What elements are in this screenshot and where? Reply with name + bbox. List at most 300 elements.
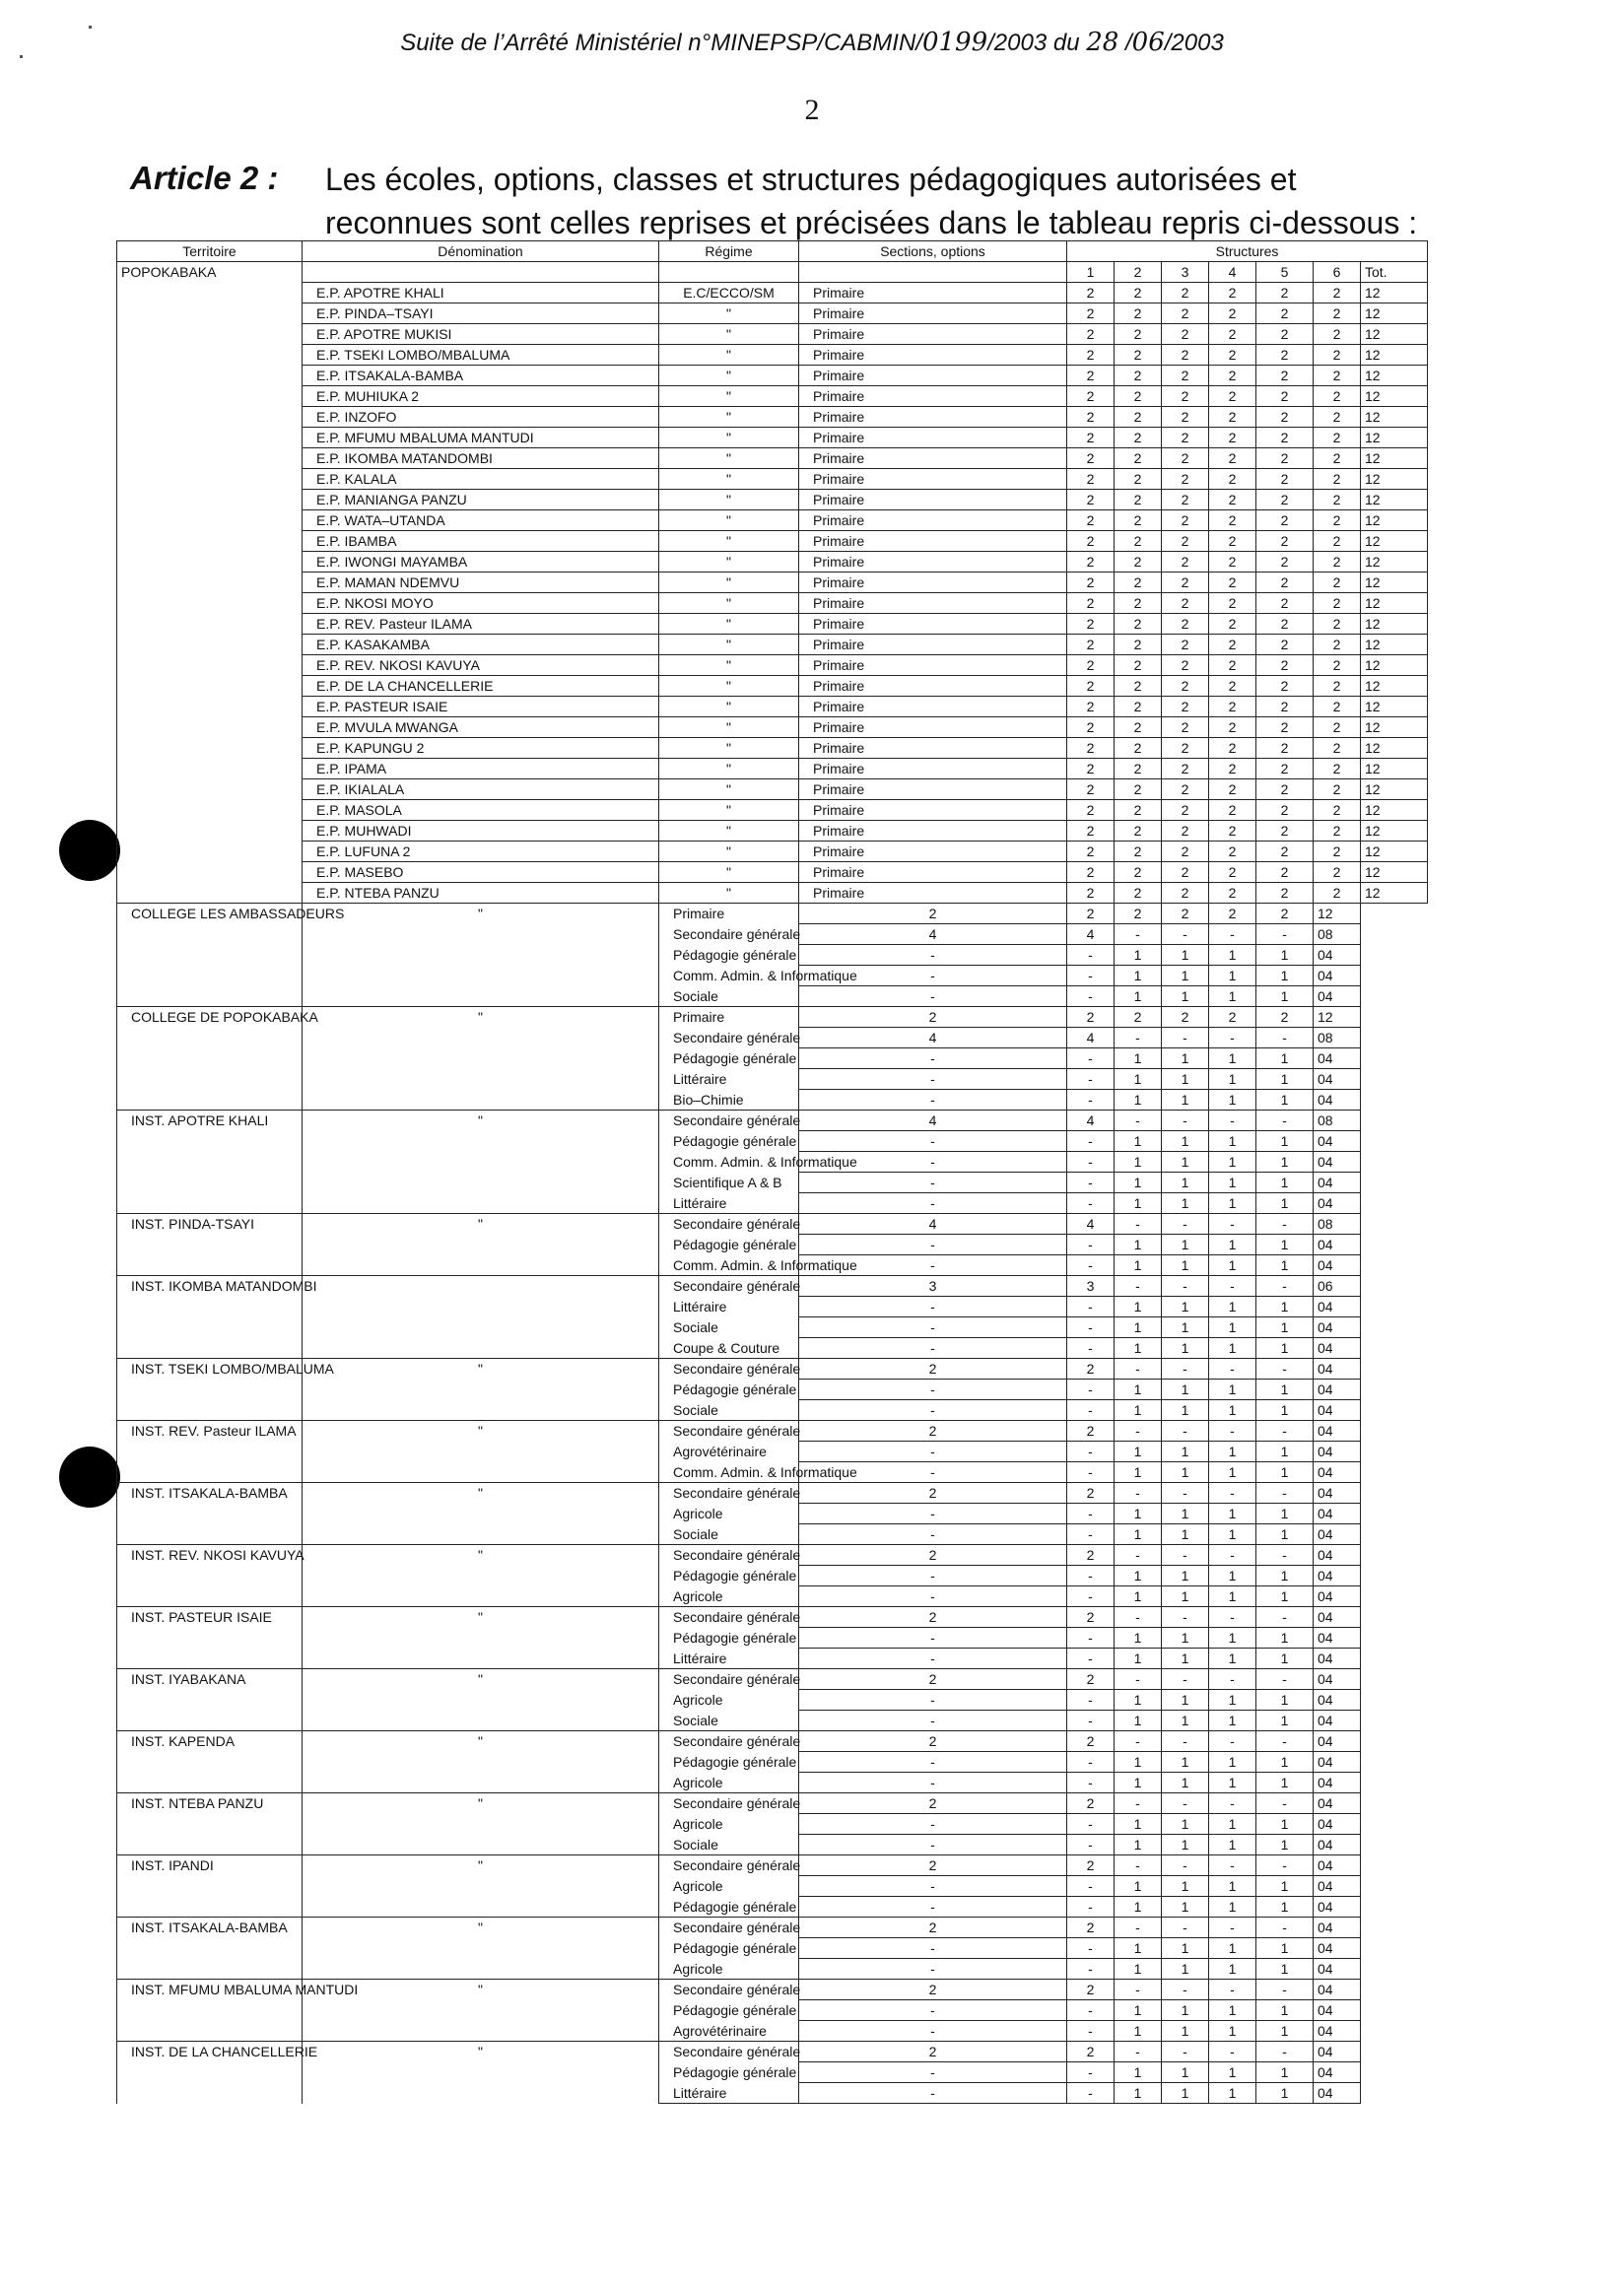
regime-value: " [659,635,799,655]
structure-value: 1 [1115,1690,1162,1711]
structure-value: 2 [1067,1793,1115,1814]
section-value: Primaire [799,593,1067,614]
structure-value: 2 [1256,635,1314,655]
structure-value: 2 [1162,407,1209,428]
structure-value: 1 [1256,1380,1314,1400]
structure-value: 04 [1314,1442,1361,1462]
section-value: Agricole [659,1586,799,1607]
structure-value: - [1067,2000,1115,2021]
regime-value [303,1276,659,1359]
structure-value: 2 [1256,428,1314,448]
document-header [0,28,1624,57]
structure-value: - [1162,924,1209,945]
structure-value: - [799,1193,1067,1214]
regime-value: " [659,842,799,862]
structure-value: 04 [1314,1524,1361,1545]
structure-value: 1 [1115,1173,1162,1193]
structure-value: 1 [1115,1773,1162,1793]
structure-value: 2 [1067,407,1115,428]
structure-value: 1 [1209,1752,1256,1773]
structure-value: 2 [1314,842,1361,862]
structure-value: 1 [1209,2083,1256,2104]
structure-value: 2 [1209,800,1256,821]
structure-value: 2 [1162,821,1209,842]
structure-value: 1 [1256,1400,1314,1421]
structure-value: 2 [1256,469,1314,490]
structure-value: 2 [799,1607,1067,1628]
structure-value: 4 [799,924,1067,945]
structure-value: 12 [1314,1007,1361,1028]
structure-value: 2 [1209,883,1256,904]
structure-value: - [1067,1193,1115,1214]
structure-value: - [1209,1918,1256,1938]
section-value: Pédagogie générale [659,1897,799,1918]
structure-value: 1 [1209,1235,1256,1255]
structure-value: 04 [1314,1711,1361,1731]
structure-value: 1 [1256,1317,1314,1338]
section-value: Primaire [799,862,1067,883]
school-name: E.P. KALALA [303,469,659,490]
structure-value: 12 [1361,635,1428,655]
structure-value: - [1162,1793,1209,1814]
structure-value: - [1162,1545,1209,1566]
table-row [117,345,1428,366]
structure-value: 1 [1209,1131,1256,1152]
table-row [117,759,1428,779]
structure-value: 1 [1162,1462,1209,1483]
structure-value: 04 [1314,966,1361,986]
structure-value: - [799,1131,1067,1152]
section-value: Secondaire générale [659,924,799,945]
structure-value: 2 [1115,428,1162,448]
regime-value: " [303,1855,659,1918]
structure-value: 04 [1314,1048,1361,1069]
structure-value: 2 [1162,842,1209,862]
school-name: INST. MFUMU MBALUMA MANTUDI [117,1980,303,2042]
structure-value: 2 [1067,552,1115,573]
structure-value: 1 [1162,1048,1209,1069]
section-value: Littéraire [659,1069,799,1090]
structure-value: 04 [1314,1193,1361,1214]
punch-hole [59,1447,120,1508]
structure-value: 2 [1067,862,1115,883]
school-name: INST. IPANDI [117,1855,303,1918]
table-row [117,1669,1428,1690]
school-name: E.P. ITSAKALA-BAMBA [303,366,659,386]
structure-value: - [1115,1276,1162,1297]
structure-value: 1 [1115,1400,1162,1421]
structure-value: 2 [1115,386,1162,407]
structure-value: 1 [1256,1131,1314,1152]
structure-value: - [1067,1504,1115,1524]
section-value: Secondaire générale [659,1793,799,1814]
structure-value: 04 [1314,1317,1361,1338]
structure-column-label: 5 [1256,262,1314,283]
structure-value: - [1067,1338,1115,1359]
structure-value: 1 [1115,1131,1162,1152]
structure-value: - [1162,1276,1209,1297]
structure-value: - [799,986,1067,1007]
table-row [117,448,1428,469]
structure-value: 2 [1115,324,1162,345]
structure-value: 2 [799,1793,1067,1814]
structure-value: 12 [1361,490,1428,510]
structure-value: 4 [1067,1028,1115,1048]
school-group [117,1918,1428,1980]
structure-value: - [799,1048,1067,1069]
section-value: Primaire [799,448,1067,469]
structure-value: - [1209,1359,1256,1380]
section-value: Primaire [799,407,1067,428]
structure-value: 12 [1361,676,1428,697]
structure-value: 2 [1314,407,1361,428]
section-value: Comm. Admin. & Informatique [659,1255,799,1276]
regime-value: " [303,1421,659,1483]
structure-value: 1 [1209,1048,1256,1069]
structure-value: 2 [1115,531,1162,552]
structure-column-label: 6 [1314,262,1361,283]
structure-value: 1 [1115,1959,1162,1980]
structure-value: 2 [799,1007,1067,1028]
structure-value: 1 [1256,1566,1314,1586]
structure-value: 2 [1256,779,1314,800]
structure-value: 1 [1209,1586,1256,1607]
structure-value: - [1067,1814,1115,1835]
structure-value: 2 [1256,386,1314,407]
structure-value: 2 [1115,697,1162,717]
section-value: Sociale [659,1317,799,1338]
structure-value: 1 [1162,1586,1209,1607]
structure-value: - [1162,1669,1209,1690]
structure-value: 1 [1162,2021,1209,2042]
structure-value: 04 [1314,1731,1361,1752]
structure-value: 2 [1162,1007,1209,1028]
school-name: INST. IYABAKANA [117,1669,303,1731]
structure-value: 2 [1115,614,1162,635]
structure-value: 2 [1115,862,1162,883]
structure-value: 2 [1209,552,1256,573]
school-name: INST. IKOMBA MATANDOMBI [117,1276,303,1359]
school-name: E.P. MAMAN NDEMVU [303,573,659,593]
regime-value: " [659,800,799,821]
section-value: Secondaire générale [659,1980,799,2000]
structure-value: 1 [1256,1442,1314,1462]
structure-value: 2 [799,1918,1067,1938]
structure-value: 2 [1314,862,1361,883]
structure-value: - [1067,1152,1115,1173]
section-value: Agricole [659,1773,799,1793]
school-name: INST. DE LA CHANCELLERIE [117,2042,303,2104]
structure-value: 2 [1209,717,1256,738]
school-name: E.P. MUHIUKA 2 [303,386,659,407]
structure-value: - [1162,1111,1209,1131]
structure-value: 04 [1314,2042,1361,2062]
structure-value: - [1067,1524,1115,1545]
table-row [117,386,1428,407]
structure-value: 2 [1209,593,1256,614]
structure-value: 1 [1162,1235,1209,1255]
section-value: Sociale [659,1711,799,1731]
structure-value: 1 [1209,1876,1256,1897]
school-name: E.P. TSEKI LOMBO/MBALUMA [303,345,659,366]
structure-value: 2 [1115,842,1162,862]
structure-value: 04 [1314,1338,1361,1359]
handwritten-day: 28 [1086,28,1119,57]
structure-value: 2 [1162,490,1209,510]
structure-value: 04 [1314,1545,1361,1566]
table-row [117,779,1428,800]
structure-value: 1 [1256,2083,1314,2104]
section-value: Primaire [799,324,1067,345]
structure-value: 2 [1209,1007,1256,1028]
school-name: E.P. REV. Pasteur ILAMA [303,614,659,635]
structure-value: - [1115,1111,1162,1131]
regime-value: " [659,324,799,345]
section-value: Primaire [799,779,1067,800]
regime-value: " [659,779,799,800]
structure-value: 2 [1067,800,1115,821]
structure-value: 1 [1162,1380,1209,1400]
structure-value: 2 [1067,883,1115,904]
structure-value: 1 [1115,1524,1162,1545]
structure-value: 2 [1209,510,1256,531]
section-value: Pédagogie générale [659,1628,799,1649]
structure-value: 2 [1256,573,1314,593]
section-value: Pédagogie générale [659,1752,799,1773]
structure-value: 2 [1314,779,1361,800]
structure-value: 2 [1162,303,1209,324]
structure-value: - [1256,1421,1314,1442]
structure-column-label: 3 [1162,262,1209,283]
structure-value: 1 [1162,1338,1209,1359]
structure-value: - [1115,1483,1162,1504]
structure-value: - [799,1814,1067,1835]
structure-value: 1 [1209,1897,1256,1918]
structure-value: 2 [1115,904,1162,924]
structure-value: - [1067,1235,1115,1255]
structure-value: 1 [1209,1628,1256,1649]
school-group [117,1793,1428,1855]
regime-value: " [659,407,799,428]
structure-value: 1 [1162,986,1209,1007]
section-value: Secondaire générale [659,1483,799,1504]
structure-value: 1 [1256,1586,1314,1607]
structure-value: 2 [1067,759,1115,779]
structure-value: - [1256,1483,1314,1504]
structure-value: - [1067,1649,1115,1669]
section-value: Bio–Chimie [659,1090,799,1111]
structure-value: 2 [1067,531,1115,552]
structure-value: 2 [1067,842,1115,862]
school-name: INST. ITSAKALA-BAMBA [117,1918,303,1980]
structure-value: 1 [1115,1152,1162,1173]
table-row [117,303,1428,324]
structure-value: 2 [1067,1483,1115,1504]
table-row [117,573,1428,593]
section-value: Primaire [799,510,1067,531]
structure-value: 1 [1209,1255,1256,1276]
structure-value: 2 [1314,614,1361,635]
structure-value: 1 [1115,1297,1162,1317]
structure-value: 2 [1067,1980,1115,2000]
structure-value: 1 [1256,1938,1314,1959]
regime-value: " [659,552,799,573]
structure-value: 2 [1115,283,1162,303]
structure-value: 04 [1314,1752,1361,1773]
structure-value: 2 [1162,779,1209,800]
section-value: Comm. Admin. & Informatique [659,966,799,986]
structure-value: 1 [1115,1876,1162,1897]
regime-value: " [659,469,799,490]
structure-value: 1 [1209,1711,1256,1731]
structure-value: 1 [1162,1173,1209,1193]
structure-value: 04 [1314,1835,1361,1855]
structure-value: - [1162,1421,1209,1442]
structure-value: - [1067,1255,1115,1276]
structure-value: 2 [1209,655,1256,676]
structure-value: 2 [1314,759,1361,779]
school-name: INST. PASTEUR ISAIE [117,1607,303,1669]
structure-value: 2 [1162,800,1209,821]
section-value: Secondaire générale [659,1111,799,1131]
structure-value: 1 [1209,1090,1256,1111]
structure-value: - [1162,1028,1209,1048]
school-group [117,1545,1428,1607]
structure-value: 2 [1162,635,1209,655]
structure-value: 4 [1067,1214,1115,1235]
structure-value: 2 [1314,738,1361,759]
structure-value: 12 [1361,842,1428,862]
table-row [117,531,1428,552]
structure-value: - [1256,1918,1314,1938]
structure-value: 1 [1256,1090,1314,1111]
structure-value: - [1067,1959,1115,1980]
structure-value: 12 [1361,821,1428,842]
structure-value: 2 [799,1421,1067,1442]
structure-value: - [1067,1711,1115,1731]
school-name: INST. PINDA-TSAYI [117,1214,303,1276]
school-name: E.P. IWONGI MAYAMBA [303,552,659,573]
section-value: Secondaire générale [659,1214,799,1235]
regime-value: " [659,428,799,448]
structure-value: 04 [1314,2062,1361,2083]
table-row [117,552,1428,573]
table-row [117,862,1428,883]
structure-value: 04 [1314,1400,1361,1421]
structure-value: 2 [1209,303,1256,324]
structure-value: - [1067,1317,1115,1338]
structure-value: - [1256,1731,1314,1752]
structure-value: 04 [1314,1628,1361,1649]
structure-value: 04 [1314,1855,1361,1876]
structure-value: 2 [799,1545,1067,1566]
structure-value: 2 [1067,510,1115,531]
section-value: Primaire [799,697,1067,717]
structure-value: 04 [1314,1090,1361,1111]
structure-value: 12 [1361,283,1428,303]
structure-value: - [1067,2062,1115,2083]
structure-value: 1 [1256,1524,1314,1545]
structure-value: 1 [1256,1069,1314,1090]
structure-value: 2 [1256,717,1314,738]
structure-value: 1 [1115,1504,1162,1524]
structure-value: - [1209,1607,1256,1628]
school-name: INST. ITSAKALA-BAMBA [117,1483,303,1545]
structure-value: 1 [1162,945,1209,966]
structure-value: - [1162,1980,1209,2000]
structure-value: 1 [1209,1462,1256,1483]
structure-value: 12 [1361,697,1428,717]
structure-value: - [1209,2042,1256,2062]
structure-value: 2 [1115,366,1162,386]
structure-value: 2 [1067,283,1115,303]
structure-value: - [1067,986,1115,1007]
school-group [117,1669,1428,1731]
structure-value: - [1209,1855,1256,1876]
structure-value: 1 [1209,1690,1256,1711]
structure-value: 1 [1162,1193,1209,1214]
structure-value: - [799,945,1067,966]
structure-value: 1 [1256,986,1314,1007]
structure-value: 04 [1314,1235,1361,1255]
structure-value: - [1067,1380,1115,1400]
structure-value: 1 [1115,1193,1162,1214]
structure-value: 04 [1314,1359,1361,1380]
structure-value: 1 [1162,1400,1209,1421]
regime-value: " [303,1607,659,1669]
section-value: Sociale [659,1835,799,1855]
school-name: E.P. MASEBO [303,862,659,883]
structure-value: - [1067,1090,1115,1111]
table-row [117,655,1428,676]
structure-value: 1 [1115,1897,1162,1918]
structure-value: - [1209,1421,1256,1442]
structure-value: 1 [1209,1297,1256,1317]
structure-value: - [799,1690,1067,1711]
structure-value: 2 [1115,655,1162,676]
structure-value: 1 [1209,1338,1256,1359]
structure-value: 4 [799,1214,1067,1235]
school-name: E.P. INZOFO [303,407,659,428]
school-name: E.P. IPAMA [303,759,659,779]
regime-value: " [303,1545,659,1607]
structure-value: - [1115,1918,1162,1938]
structure-value: 2 [1314,635,1361,655]
structure-value: - [1256,1980,1314,2000]
section-value: Pédagogie générale [659,945,799,966]
structure-value: 4 [1067,924,1115,945]
structure-value: 2 [1209,635,1256,655]
structure-value: 2 [1067,655,1115,676]
section-value: Sociale [659,986,799,1007]
school-name: COLLEGE DE POPOKABAKA [117,1007,303,1111]
regime-value: " [659,655,799,676]
structure-value: 1 [1115,1380,1162,1400]
structure-value: - [1115,1855,1162,1876]
structure-value: 2 [1067,448,1115,469]
structure-value: 04 [1314,1255,1361,1276]
structure-value: 12 [1361,469,1428,490]
structure-value: - [1162,1214,1209,1235]
structure-value: 2 [1256,821,1314,842]
structure-value: 04 [1314,1173,1361,1193]
structure-value: - [799,1897,1067,1918]
structure-value: 1 [1256,1297,1314,1317]
structure-value: 2 [1067,324,1115,345]
structure-value: 1 [1162,1628,1209,1649]
regime-value: " [659,573,799,593]
structure-value: - [1162,1731,1209,1752]
